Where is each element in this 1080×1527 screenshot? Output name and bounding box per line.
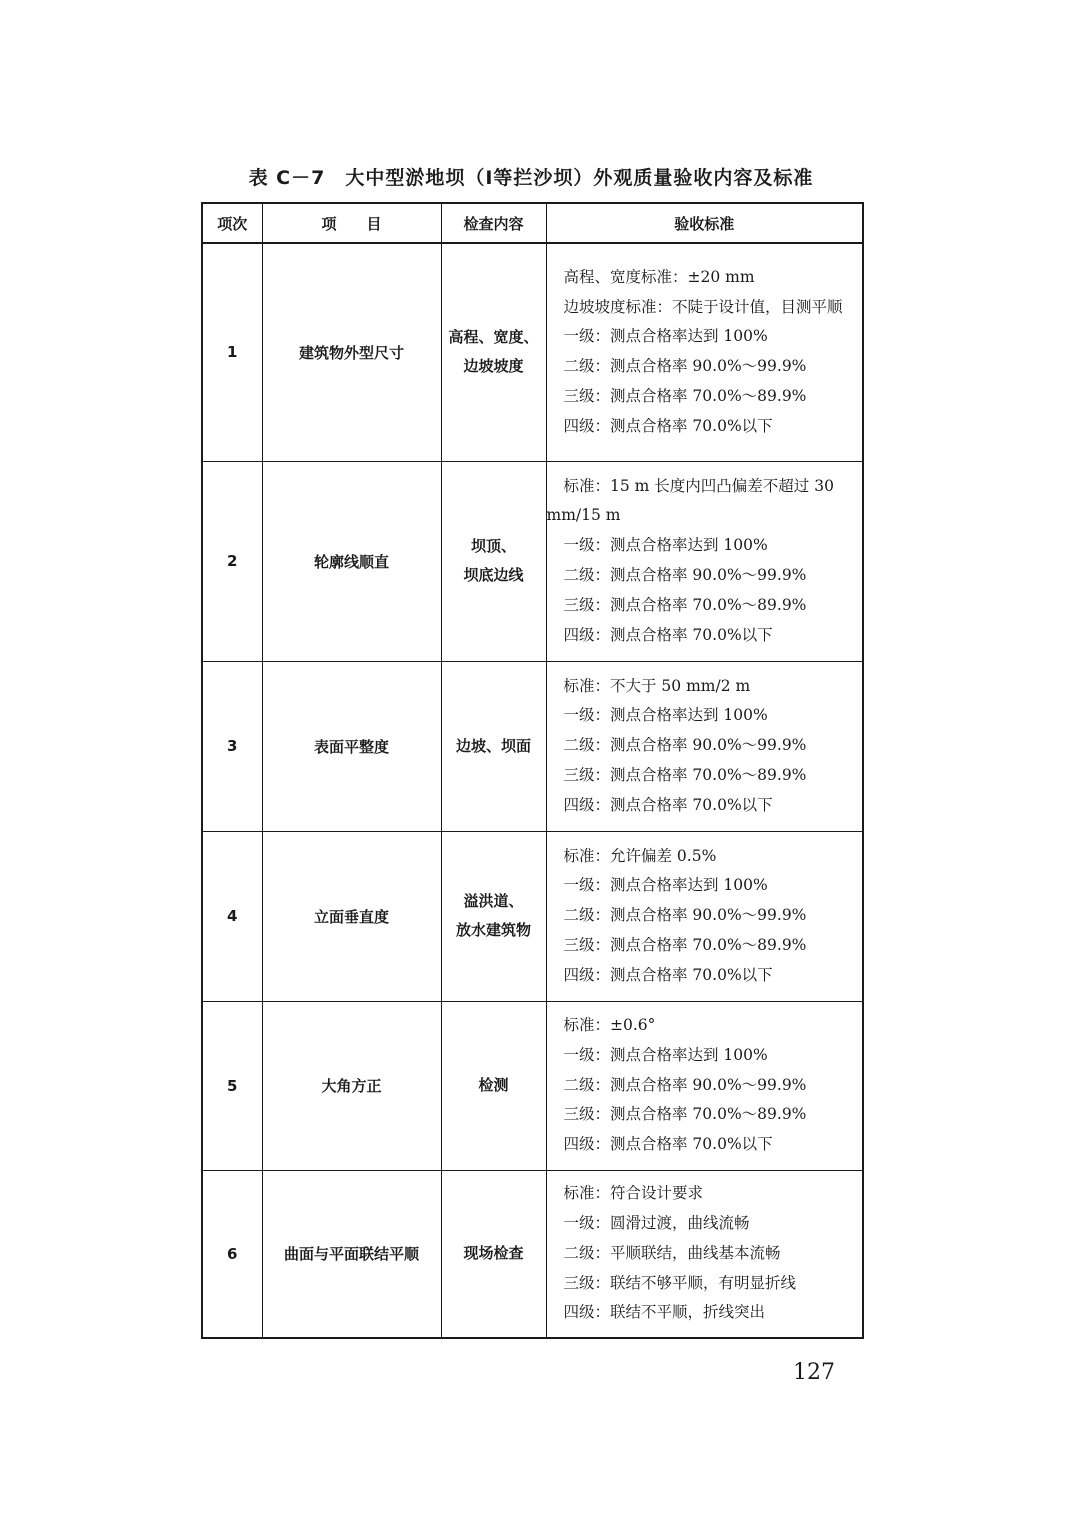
standard-line: 三级：测点合格率 70.0%～89.9% xyxy=(563,595,807,614)
row-check xyxy=(441,1170,546,1338)
standard-line: 三级：测点合格率 70.0%～89.9% xyxy=(563,1105,807,1124)
row-no: 4 xyxy=(202,831,262,1001)
check-line: 溢洪道、 xyxy=(463,892,524,910)
standard-line: 三级：测点合格率 70.0%～89.9% xyxy=(563,935,807,954)
check-line: 检测 xyxy=(478,1076,509,1094)
row-check xyxy=(441,461,546,661)
table-row xyxy=(202,243,863,461)
standard-line: 四级：测点合格率 70.0%以下 xyxy=(563,965,773,984)
table-row xyxy=(202,1170,863,1338)
standard-line: 标准：符合设计要求 xyxy=(563,1184,704,1203)
standard-line: 一级：圆滑过渡，曲线流畅 xyxy=(563,1214,750,1233)
standard-line: 二级：平顺联结，曲线基本流畅 xyxy=(563,1243,781,1262)
standard-line: 标准：±0.6° xyxy=(563,1016,656,1034)
row-check xyxy=(441,243,546,461)
check-line: 边坡坡度 xyxy=(463,357,524,376)
standard-line: 四级：联结不平顺，折线突出 xyxy=(563,1303,766,1322)
table-caption: 表 C－7 大中型淤地坝（Ⅰ等拦沙坝）外观质量验收内容及标准 xyxy=(248,167,814,189)
table-header-row xyxy=(202,203,863,243)
header-check: 检查内容 xyxy=(441,203,546,243)
row-check xyxy=(441,1001,546,1170)
row-no: 6 xyxy=(202,1170,262,1338)
standard-line: 二级：测点合格率 90.0%～99.9% xyxy=(563,736,807,755)
standard-line: 二级：测点合格率 90.0%～99.9% xyxy=(563,1075,807,1094)
standard-line: 四级：测点合格率 70.0%以下 xyxy=(563,795,773,814)
table-row xyxy=(202,661,863,831)
check-line: 放水建筑物 xyxy=(455,921,531,939)
header-no: 项次 xyxy=(202,203,262,243)
standard-line: 二级：测点合格率 90.0%～99.9% xyxy=(563,566,807,584)
row-check xyxy=(441,831,546,1001)
standard-line: 一级：测点合格率达到 100% xyxy=(563,706,768,725)
standard-line: 标准：允许偏差 0.5% xyxy=(563,846,717,865)
row-item: 表面平整度 xyxy=(262,661,441,831)
standard-line: 一级：测点合格率达到 100% xyxy=(563,327,768,346)
row-item: 曲面与平面联结平顺 xyxy=(262,1170,441,1338)
standard-line: 三级：联结不够平顺，有明显折线 xyxy=(563,1273,797,1292)
header-item: 项 目 xyxy=(262,203,441,243)
acceptance-standard-table xyxy=(201,202,864,1339)
row-standard xyxy=(546,243,863,461)
standard-line: 二级：测点合格率 90.0%～99.9% xyxy=(563,357,807,376)
row-check xyxy=(441,661,546,831)
page-number: 127 xyxy=(793,1360,835,1385)
standard-line: 四级：测点合格率 70.0%以下 xyxy=(563,1135,773,1154)
row-no: 5 xyxy=(202,1001,262,1170)
table-row xyxy=(202,1001,863,1170)
row-no: 1 xyxy=(202,243,262,461)
row-item: 轮廓线顺直 xyxy=(262,461,441,661)
row-no: 3 xyxy=(202,661,262,831)
standard-line: 高程、宽度标准：±20 mm xyxy=(563,267,755,286)
standard-line: 标准：15 m 长度内凹凸偏差不超过 30 mm/15 m xyxy=(546,476,834,525)
table-row xyxy=(202,461,863,661)
check-line: 坝顶、 xyxy=(470,537,516,555)
row-item: 大角方正 xyxy=(262,1001,441,1170)
check-line: 坝底边线 xyxy=(463,566,524,584)
row-standard xyxy=(546,1170,863,1338)
standard-line: 边坡坡度标准：不陡于设计值，目测平顺 xyxy=(563,297,843,316)
row-item: 立面垂直度 xyxy=(262,831,441,1001)
standard-line: 二级：测点合格率 90.0%～99.9% xyxy=(563,906,807,925)
row-standard xyxy=(546,661,863,831)
table-row xyxy=(202,831,863,1001)
standard-line: 标准：不大于 50 mm/2 m xyxy=(563,676,751,695)
check-line: 现场检查 xyxy=(463,1244,524,1263)
row-item: 建筑物外型尺寸 xyxy=(262,243,441,461)
check-line: 高程、宽度、 xyxy=(448,328,539,347)
standard-line: 四级：测点合格率 70.0%以下 xyxy=(563,625,773,644)
row-standard xyxy=(546,461,863,661)
header-standard: 验收标准 xyxy=(546,203,863,243)
standard-line: 一级：测点合格率达到 100% xyxy=(563,876,768,895)
standard-line: 一级：测点合格率达到 100% xyxy=(563,536,768,555)
row-standard xyxy=(546,831,863,1001)
standard-line: 四级：测点合格率 70.0%以下 xyxy=(563,416,773,435)
row-standard xyxy=(546,1001,863,1170)
standard-line: 三级：测点合格率 70.0%～89.9% xyxy=(563,387,807,406)
row-no: 2 xyxy=(202,461,262,661)
check-line: 边坡、坝面 xyxy=(455,736,531,755)
standard-line: 一级：测点合格率达到 100% xyxy=(563,1045,768,1064)
standard-line: 三级：测点合格率 70.0%～89.9% xyxy=(563,765,807,784)
